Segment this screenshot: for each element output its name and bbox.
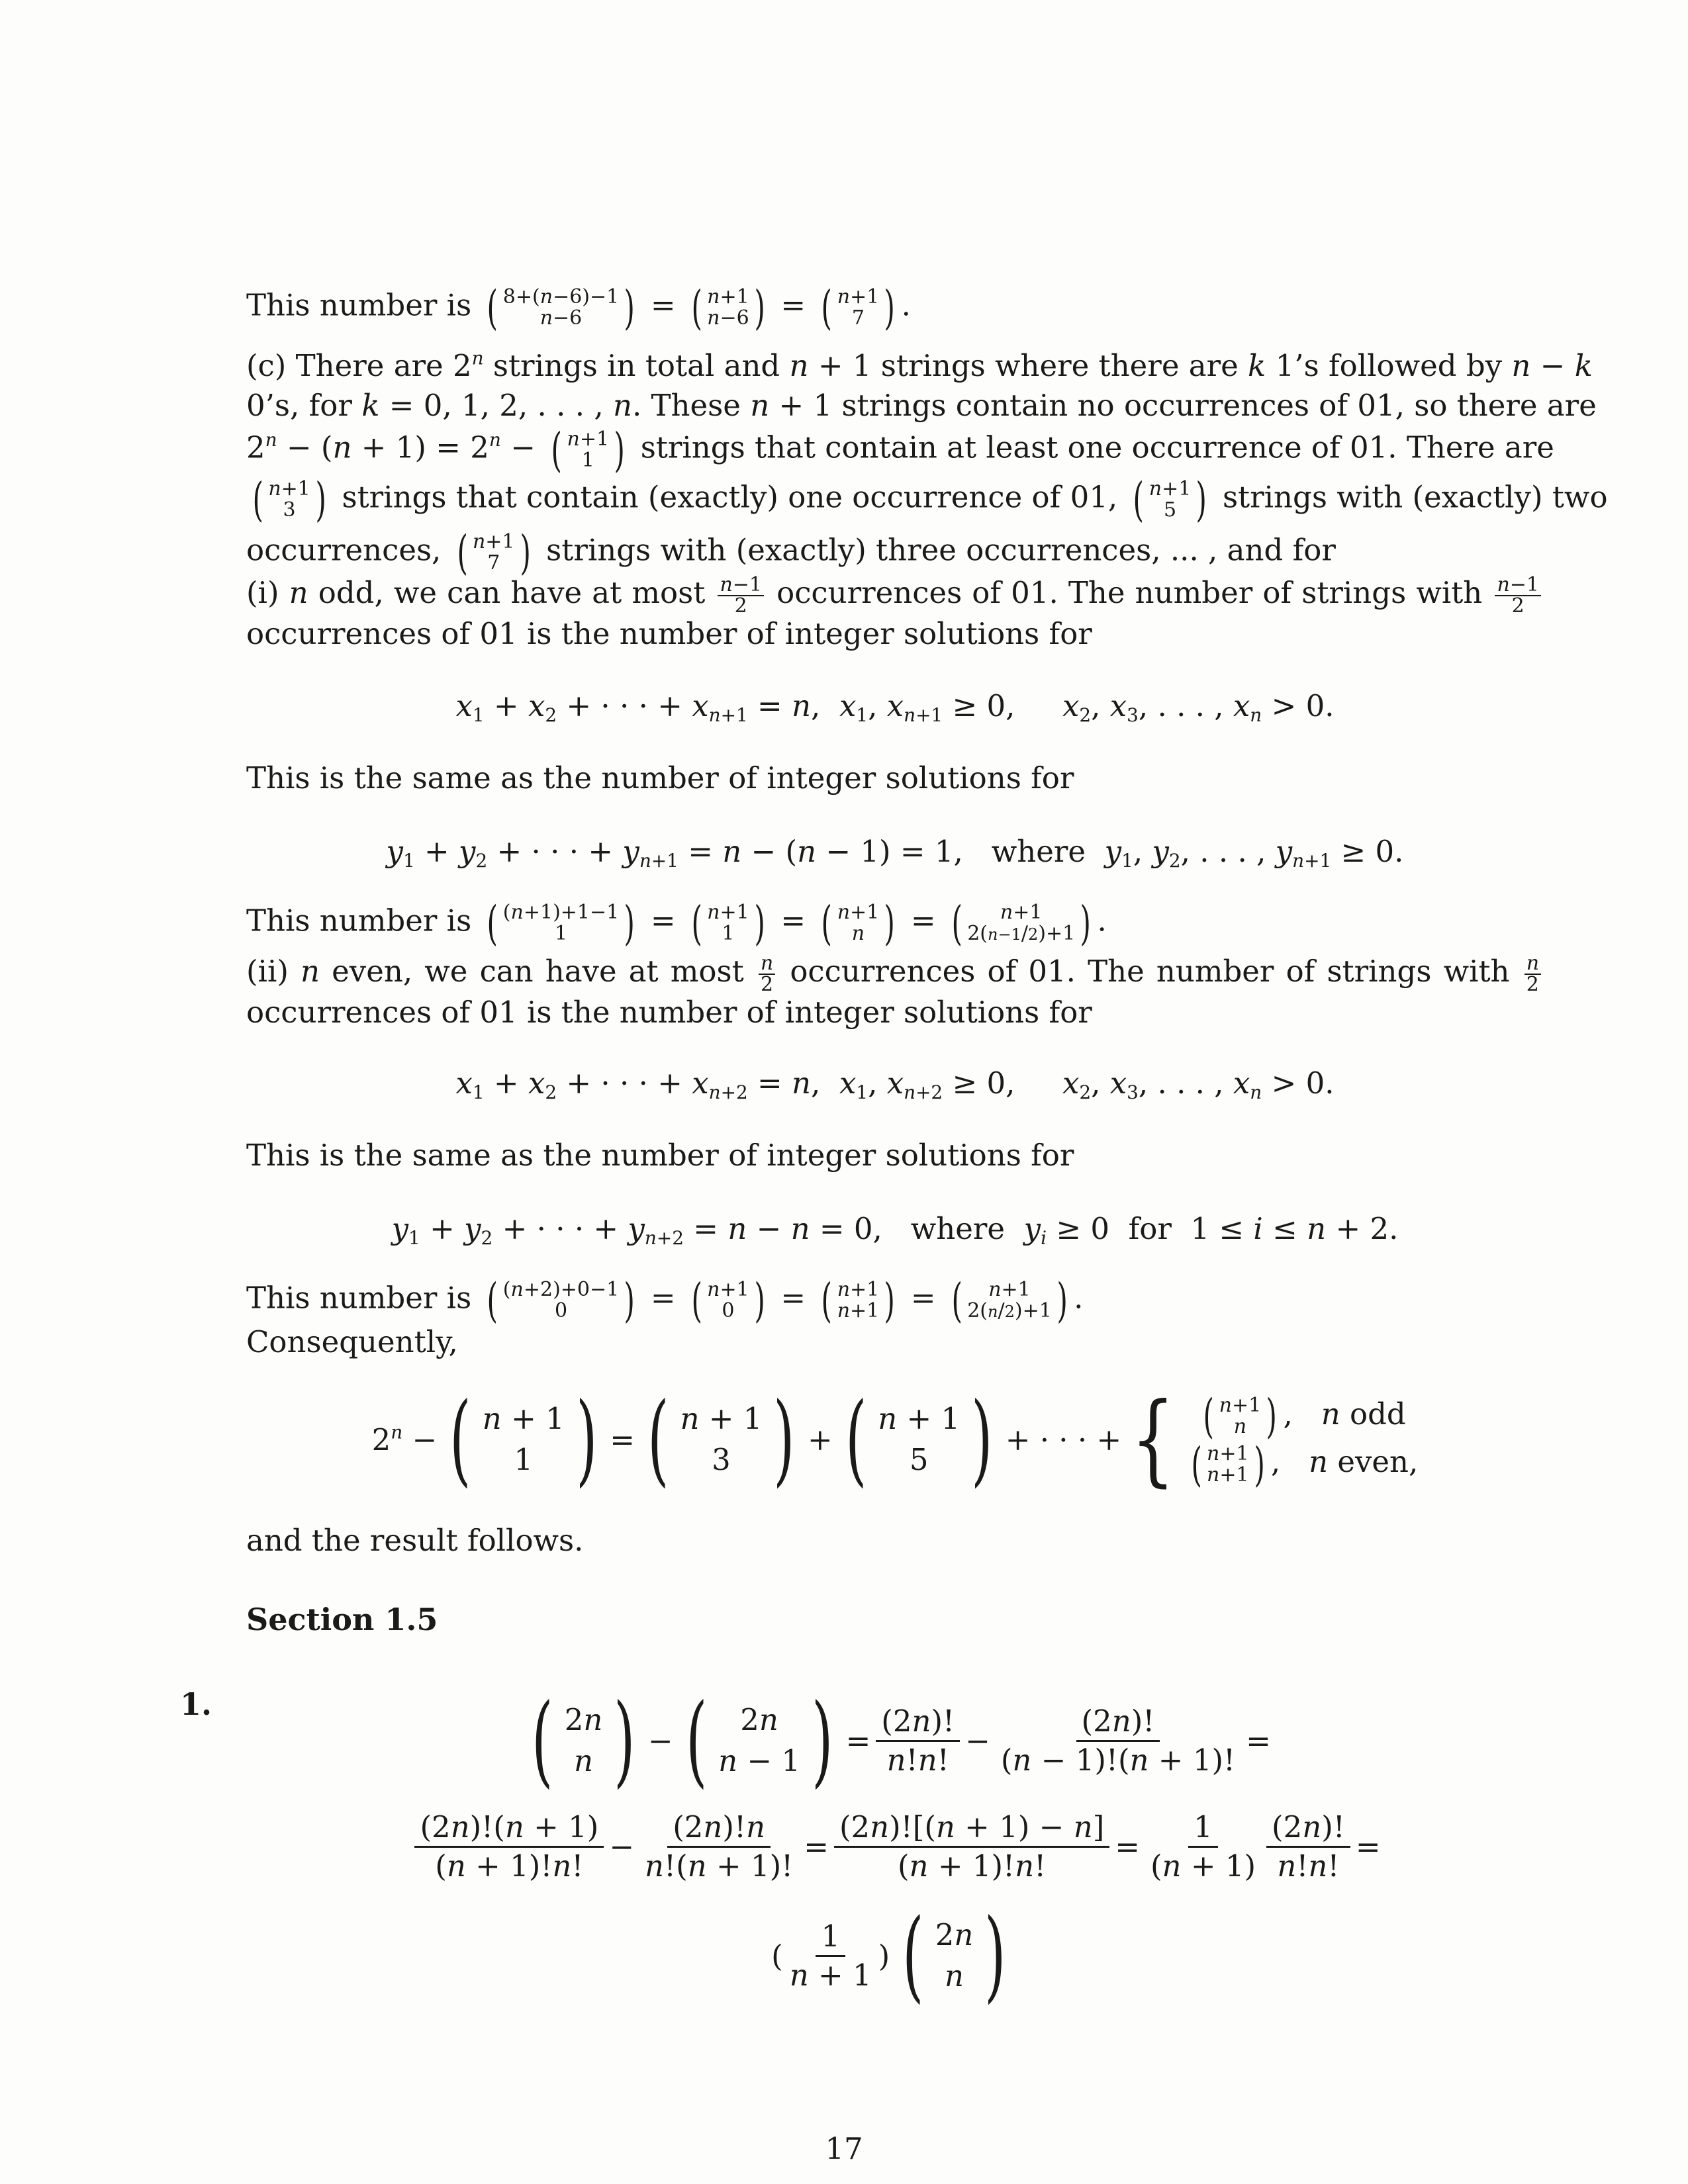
equation-p1-line3: ( 1 n + 1 ) ( 2n n ) <box>771 1898 1006 2013</box>
text-line-number-is-2: This number is ( (n+1)+1−1 1 ) = ( n+1 1 ) = ( n+1 n ) = ( n+1 2(n−1/2)+1 ) . <box>246 896 1107 950</box>
equation-p1-line1: ( 2n n ) − ( 2n n − 1 ) = $\frac{(2n)!}{n!n!}$ − $\frac{(2n)!}{(n - 1)!(n + 1)!}$ = <box>532 1683 1271 1798</box>
equation-y-odd: $y_1 + y_2$ + · · · + $y_{n+1} = n - (n - 1) = 1$, where $y_1$, $y_2$, . . . , $y_{n+1} \ge 0$. <box>386 834 1404 872</box>
binomial: ( n+1 7 ) <box>821 281 896 335</box>
equation-x-even: $x_1 + x_2$ + · · · + $x_{n+2} = n$, $x_1$, $x_{n+2} \ge 0$, $x_2$, $x_3$, . . . , $x_n > 0$. <box>455 1066 1335 1103</box>
fraction: $\frac{n}{2}$ <box>759 954 775 995</box>
cases: ( n+1 n ) , n odd ( n+1 n+1 ) , n even, <box>1191 1389 1419 1492</box>
text-line-c-6: (i) n odd, we can have at most $\frac{n-1}{2}$ occurrences of 01. The number of strings with $\frac{n-1}{2}$ <box>246 574 1544 616</box>
text-line-c-2: 0’s, for k = 0, 1, 2, . . . , n. These n + 1 strings contain no occurrences of 01, so there are <box>246 388 1597 423</box>
text-line-ii-2: occurrences of 01 is the number of integer solutions for <box>246 995 1092 1030</box>
binomial: ( n+1 7 ) <box>457 525 531 580</box>
binomial: ( n+1 1 ) <box>551 423 625 477</box>
equation-y-even: $y_1 + y_2$ + · · · + $y_{n+2} = n - n = 0$, where $y_i \ge 0$ for 1 ≤ i ≤ n + 2. <box>391 1211 1399 1249</box>
text-line-ii-1: (ii) n even, we can have at most $\frac{n}{2}$ occurrences of 01. The number of strings with $\frac{n}{2}$ <box>246 953 1544 995</box>
fraction: $\frac{n-1}{2}$ <box>718 575 764 616</box>
text-line-number-is-1: This number is ( 8+(n−6)−1 n−6 ) = ( n+1 n−6 ) = ( n+1 7 ) . <box>246 281 911 335</box>
binomial: ( n+1 n ) <box>821 896 896 950</box>
text-line-consequently: Consequently, <box>246 1324 458 1359</box>
text-line-number-is-3: This number is ( (n+2)+0−1 0 ) = ( n+1 0 ) = ( n+1 n+1 ) = ( n+1 2(n/2)+1 ) . <box>246 1273 1084 1328</box>
text-line-c-4: ( n+1 3 ) strings that contain (exactly) one occurrence of 01, ( n+1 5 ) strings with (exactly) two <box>246 477 1544 523</box>
binomial: ( n+1 n−6 ) <box>691 281 765 335</box>
binomial: ( n+1 2(n−1/2)+1 ) <box>951 896 1092 950</box>
equation-consequence: $2^n$ − ( n + 1 1 ) = ( n + 1 3 ) + ( n + 1 5 ) + · · · + { ( n+1 n ) , n odd ( n+1 n+1 ) , n even, <box>371 1382 1419 1497</box>
fraction: $\frac{n}{2}$ <box>1524 954 1541 995</box>
binomial: ( n+1 1 ) <box>691 896 765 950</box>
equation-p1-line2: (2n)!(n + 1) (n + 1)!n! − $\frac{(2n)!n}{n!(n + 1)!}$ = $\frac{(2n)![(n + 1) - n]}{(n + 1)!n!}$ = $\frac{1}{(n + 1)}$ $\frac{(2n)!}{n!n!}$ = <box>246 1800 1544 1893</box>
text-line-c-5: occurrences, ( n+1 7 ) strings with (exactly) three occurrences, ... , and for <box>246 525 1336 580</box>
equation-x-odd: $x_1 + x_2$ + · · · + $x_{n+1} = n$, $x_1$, $x_{n+1} \ge 0$, $x_2$, $x_3$, . . . , $x_n > 0$. <box>455 688 1335 726</box>
problem-number: 1. <box>180 1686 212 1722</box>
binomial: ( n + 1 1 ) <box>449 1382 598 1497</box>
binomial: ( n+1 2(n/2)+1 ) <box>951 1273 1068 1328</box>
binomial: ( n+1 n+1 ) <box>821 1273 896 1328</box>
text-line-c-1: (c) There are 2$^n$ strings in total and n + 1 strings where there are k 1’s followed by n − k <box>246 347 1593 383</box>
section-heading: Section 1.5 <box>246 1602 438 1637</box>
text-line-same-as-1: This is the same as the number of integer solutions for <box>246 760 1074 796</box>
binomial: ( n+1 5 ) <box>1133 473 1207 527</box>
binomial: ( n + 1 3 ) <box>647 1382 795 1497</box>
fraction: $\frac{n-1}{2}$ <box>1495 575 1541 616</box>
text-line-c-3: $2^n - (n + 1) = 2^n$ − ( n+1 1 ) strings that contain at least one occurrence of 01. There are <box>246 423 1554 477</box>
binomial: ( n + 1 5 ) <box>845 1382 993 1497</box>
binomial: ( 8+(n−6)−1 n−6 ) <box>487 281 635 335</box>
page-number: 17 <box>825 2131 863 2166</box>
binomial: ( n+1 0 ) <box>691 1273 765 1328</box>
text-line-c-7: occurrences of 01 is the number of integer solutions for <box>246 616 1092 651</box>
text-line-same-as-2: This is the same as the number of integer solutions for <box>246 1138 1074 1173</box>
binomial: ( (n+1)+1−1 1 ) <box>487 896 635 950</box>
binomial: ( (n+2)+0−1 0 ) <box>487 1273 635 1328</box>
binomial: ( n+1 3 ) <box>252 473 326 527</box>
text-line-result-follows: and the result follows. <box>246 1523 584 1558</box>
